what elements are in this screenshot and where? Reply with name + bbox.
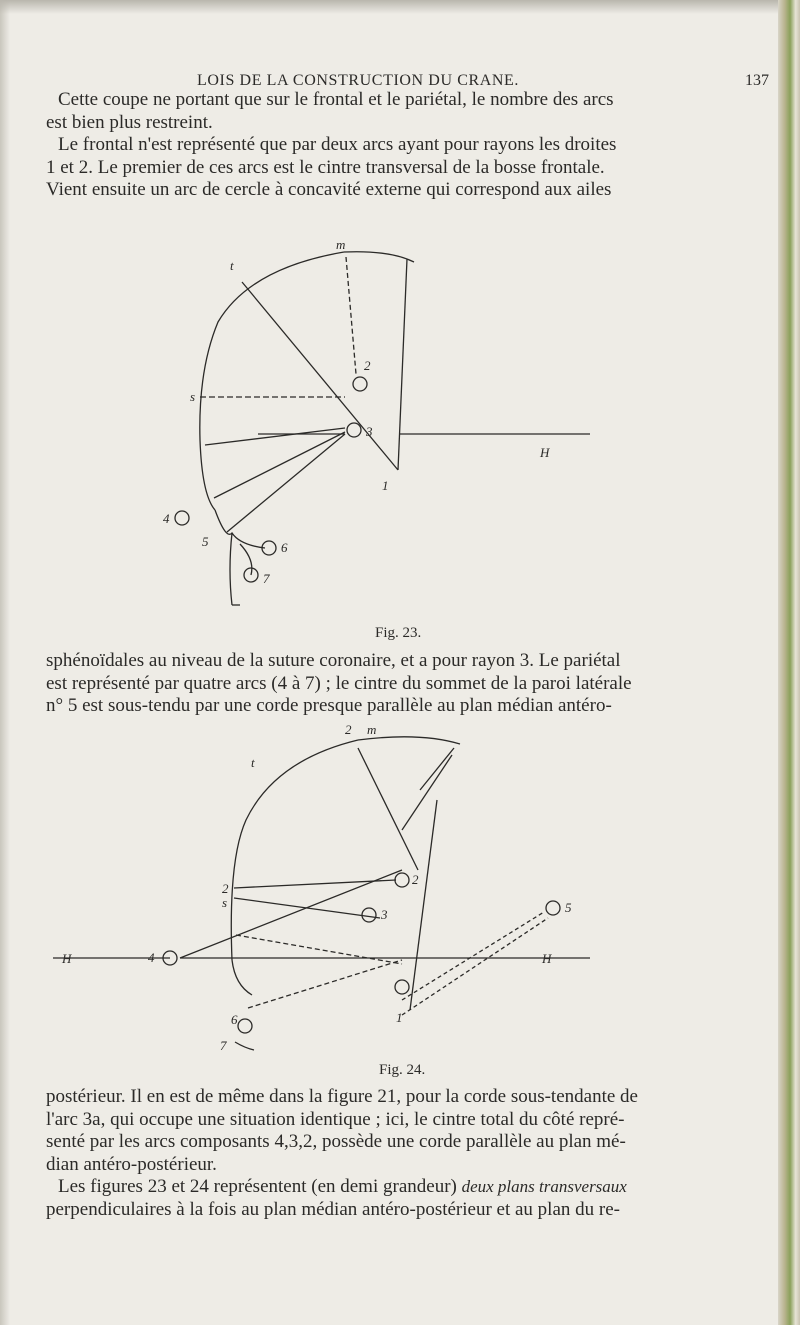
label-s-2: s [222,895,228,910]
label-4: 4 [163,511,170,526]
label-2: 2 [364,358,371,373]
text-line: Vient ensuite un arc de cercle à concavité externe qui correspond aux ailes [46,179,612,200]
text-line: n° 5 est sous-tendu par une corde presque parallèle au plan médian antéro- [46,695,612,716]
text-line: postérieur. Il en est de même dans la figure 21, pour la corde sous-tendante de [46,1086,638,1107]
text-line: Le frontal n'est représenté que par deux arcs ayant pour rayons les droites [58,134,617,155]
label-3: 3 [366,424,373,439]
figure-24-caption: Fig. 24. [379,1062,426,1078]
italic-phrase: deux plans transversaux [461,1177,627,1196]
label-2-circle: 2 [412,872,419,887]
label-s: s [190,389,196,404]
label-1-2: 1 [396,1010,403,1025]
figure-23-caption: Fig. 23. [375,625,422,641]
label-7-2: 7 [220,1038,227,1053]
text-line: l'arc 3a, qui occupe une situation identique ; ici, le cintre total du côté repré- [46,1108,625,1130]
label-7: 7 [263,571,270,586]
label-6-2: 6 [231,1012,238,1027]
label-3-circle: 3 [381,907,388,922]
text-line: est représenté par quatre arcs (4 à 7) ; le cintre du sommet de la paroi latérale [46,672,632,694]
label-1: 1 [382,478,389,493]
text-line: sphénoïdales au niveau de la suture coronaire, et a pour rayon 3. Le pariétal [46,650,621,671]
label-left-2: 2 [222,881,229,896]
label-t: t [230,258,234,273]
label-H-right: H [542,951,552,966]
label-m-2: m [367,722,377,737]
text-line: 1 et 2. Le premier de ces arcs est le cintre transversal de la bosse frontale. [46,156,605,178]
label-H-left: H [62,951,72,966]
text-line: est bien plus restreint. [46,111,213,133]
running-header: LOIS DE LA CONSTRUCTION DU CRANE. [197,72,520,89]
text-line: dian antéro-postérieur. [46,1153,217,1175]
label-5-circle: 5 [565,900,572,915]
label-5: 5 [202,534,209,549]
text-line [58,1176,764,1199]
label-m: m [336,237,346,252]
label-4-2: 4 [148,950,155,965]
text-line: perpendiculaires à la fois au plan médian antéro-postérieur et au plan du re- [46,1198,620,1220]
label-t-2: t [251,755,255,770]
text-fragment: Les figures 23 et 24 représentent (en demi grandeur) [58,1176,457,1197]
label-H: H [540,445,550,460]
paragraph-2 [46,650,764,718]
label-6: 6 [281,540,288,555]
page-number: 137 [745,72,769,89]
text-line: senté par les arcs composants 4,3,2, possède une corde parallèle au plan mé- [46,1131,626,1152]
paragraph-3 [46,1086,764,1221]
label-top-2: 2 [345,722,352,737]
text-line: Cette coupe ne portant que sur le frontal et le pariétal, le nombre des arcs [58,89,614,110]
